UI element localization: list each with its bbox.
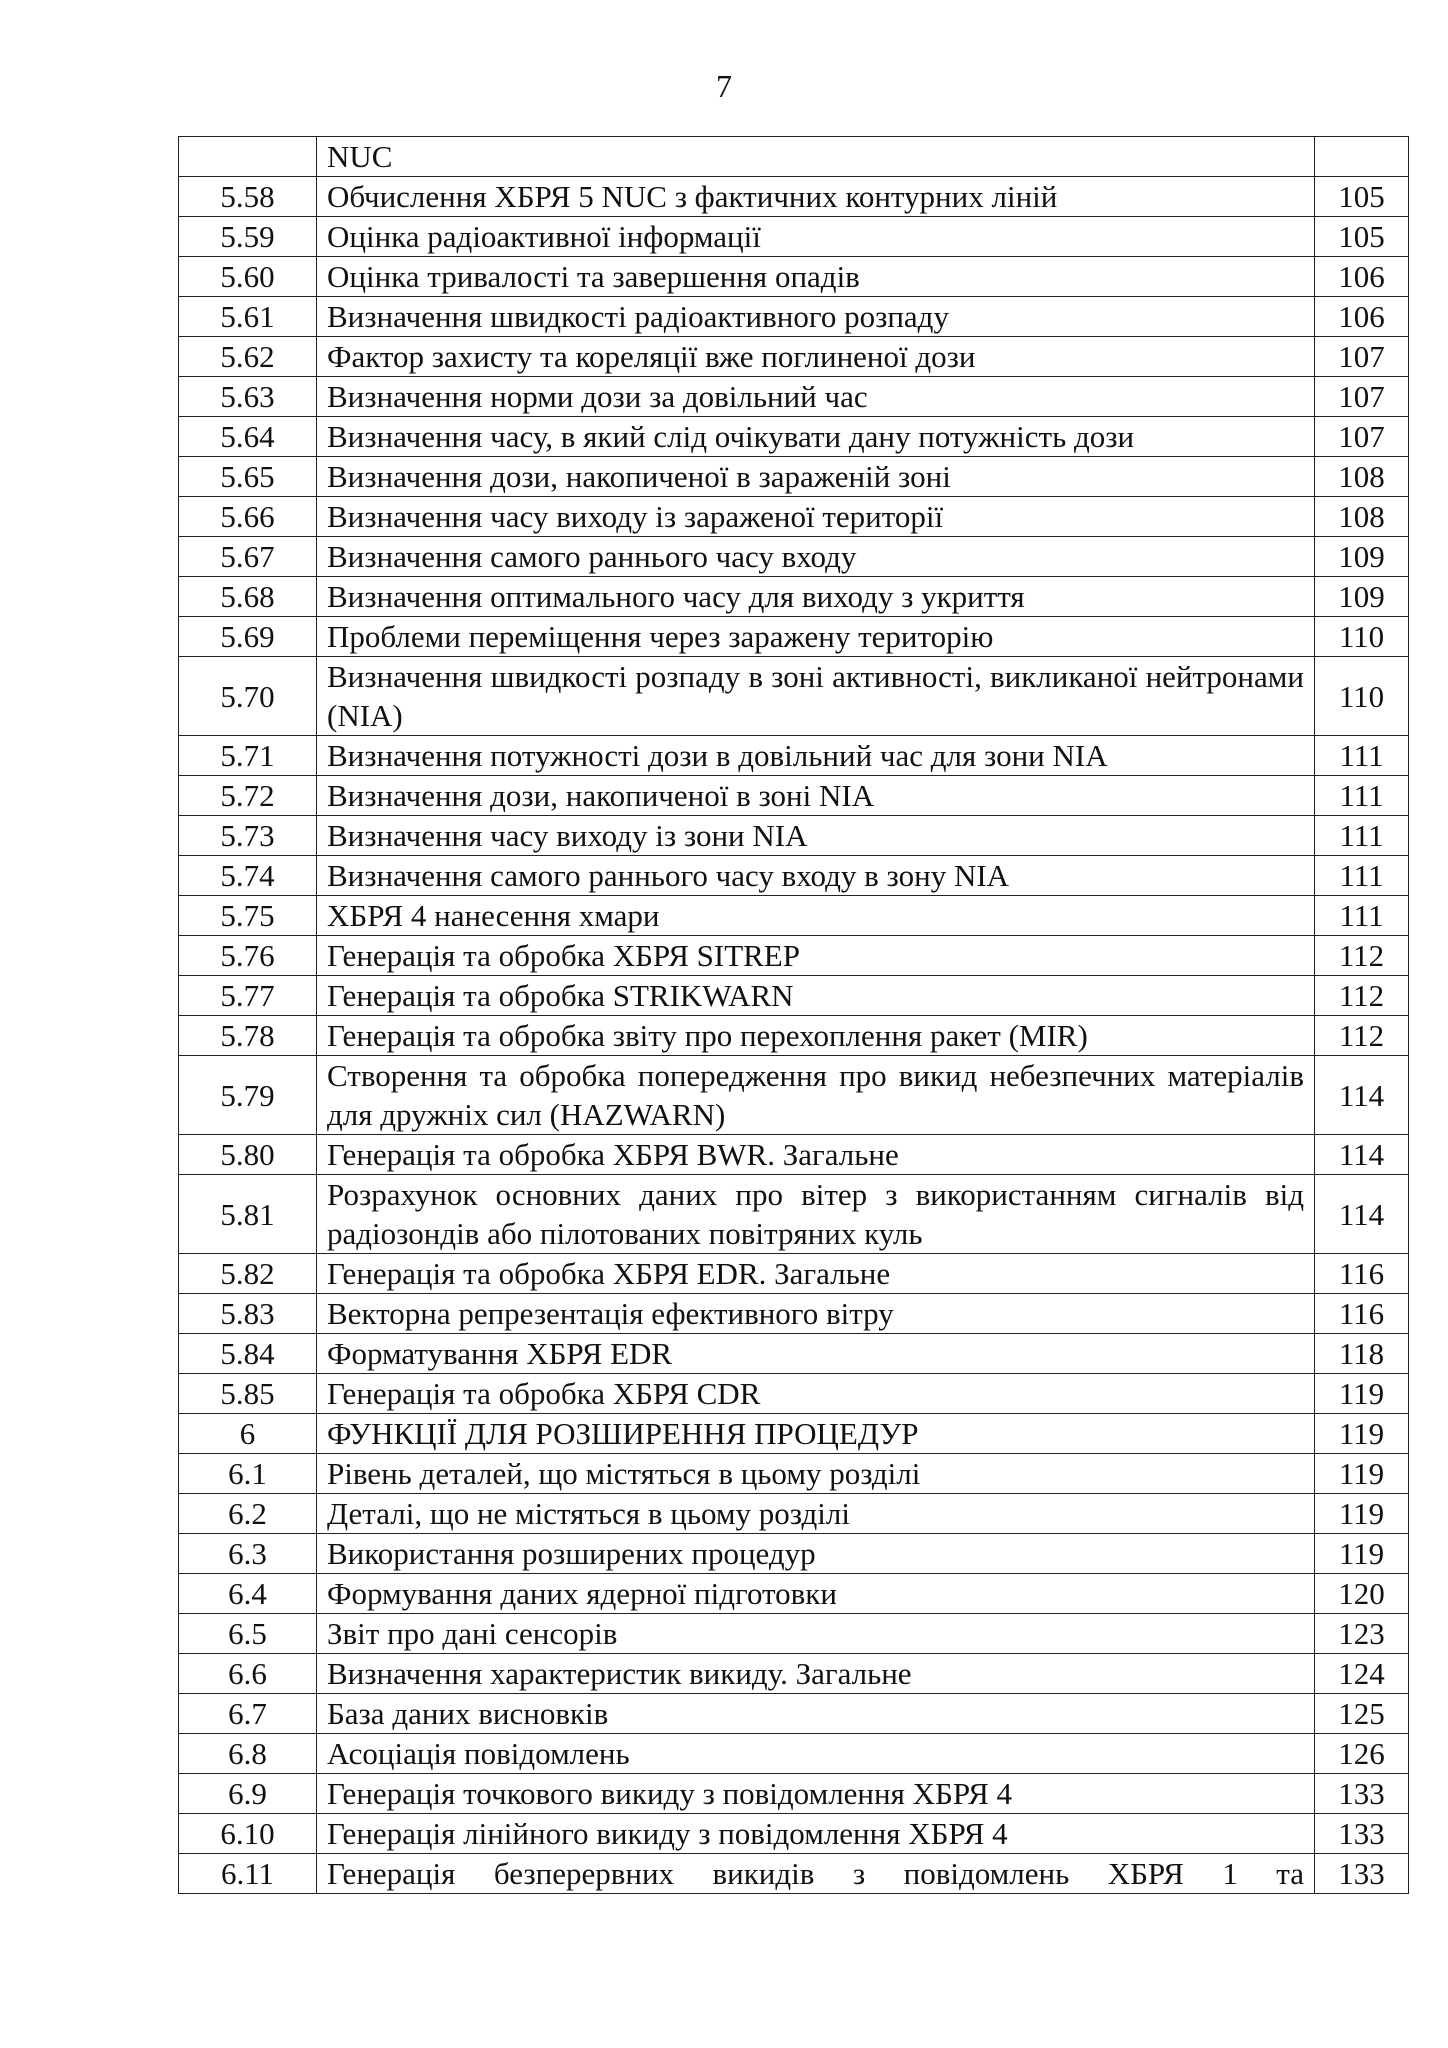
section-title: Асоціація повідомлень [317, 1734, 1315, 1774]
section-title: Генерація лінійного викиду з повідомлення ХБРЯ 4 [317, 1814, 1315, 1854]
table-row [179, 177, 1409, 217]
page-ref: 112 [1315, 976, 1409, 1016]
section-number [179, 137, 317, 177]
section-title: Генерація та обробка ХБРЯ BWR. Загальне [317, 1135, 1315, 1175]
page-ref: 110 [1315, 657, 1409, 736]
section-number: 5.64 [179, 417, 317, 457]
section-title: Створення та обробка попередження про викид небезпечних матеріалів для дружніх сил (HAZWARN) [317, 1056, 1315, 1135]
section-number: 6 [179, 1414, 317, 1454]
section-title: Визначення самого раннього часу входу [317, 537, 1315, 577]
section-number: 5.70 [179, 657, 317, 736]
section-number: 5.75 [179, 896, 317, 936]
section-title: Деталі, що не містяться в цьому розділі [317, 1494, 1315, 1534]
page-ref: 118 [1315, 1334, 1409, 1374]
section-title: ФУНКЦІЇ ДЛЯ РОЗШИРЕННЯ ПРОЦЕДУР [317, 1414, 1315, 1454]
section-number: 5.67 [179, 537, 317, 577]
section-number: 6.5 [179, 1614, 317, 1654]
table-row [179, 1175, 1409, 1254]
table-row [179, 1774, 1409, 1814]
page-ref: 105 [1315, 217, 1409, 257]
page-ref: 133 [1315, 1814, 1409, 1854]
table-row [179, 1814, 1409, 1854]
section-number: 5.84 [179, 1334, 317, 1374]
section-title: Використання розширених процедур [317, 1534, 1315, 1574]
section-title: Визначення швидкості розпаду в зоні активності, викликаної нейтронами (NIA) [317, 657, 1315, 736]
section-number: 6.7 [179, 1694, 317, 1734]
section-number: 5.69 [179, 617, 317, 657]
page-ref: 108 [1315, 497, 1409, 537]
section-title: Звіт про дані сенсорів [317, 1614, 1315, 1654]
section-title: ХБРЯ 4 нанесення хмари [317, 896, 1315, 936]
page-ref: 114 [1315, 1175, 1409, 1254]
table-row [179, 1654, 1409, 1694]
page-ref: 111 [1315, 896, 1409, 936]
table-row [179, 1056, 1409, 1135]
section-number: 5.61 [179, 297, 317, 337]
section-number: 6.8 [179, 1734, 317, 1774]
table-row [179, 856, 1409, 896]
page-ref: 116 [1315, 1254, 1409, 1294]
table-row [179, 377, 1409, 417]
table-row [179, 337, 1409, 377]
section-title: Визначення дози, накопиченої в зоні NIA [317, 776, 1315, 816]
section-number: 5.82 [179, 1254, 317, 1294]
page-ref: 110 [1315, 617, 1409, 657]
table-row [179, 1334, 1409, 1374]
section-number: 5.77 [179, 976, 317, 1016]
page-ref: 119 [1315, 1374, 1409, 1414]
table-row [179, 1534, 1409, 1574]
page-ref: 125 [1315, 1694, 1409, 1734]
section-number: 5.74 [179, 856, 317, 896]
table-row [179, 776, 1409, 816]
section-number: 6.1 [179, 1454, 317, 1494]
page-ref [1315, 137, 1409, 177]
section-number: 6.9 [179, 1774, 317, 1814]
section-number: 5.79 [179, 1056, 317, 1135]
section-title: Розрахунок основних даних про вітер з використанням сигналів від радіозондів або пілотованих повітряних куль [317, 1175, 1315, 1254]
page-ref: 114 [1315, 1135, 1409, 1175]
section-title: Генерація та обробка ХБРЯ SITREP [317, 936, 1315, 976]
page-ref: 107 [1315, 377, 1409, 417]
table-row [179, 257, 1409, 297]
table-row [179, 1414, 1409, 1454]
page-ref: 108 [1315, 457, 1409, 497]
page-ref: 124 [1315, 1654, 1409, 1694]
section-number: 5.59 [179, 217, 317, 257]
section-number: 6.11 [179, 1854, 317, 1894]
section-number: 5.72 [179, 776, 317, 816]
section-title: Генерація та обробка ХБРЯ EDR. Загальне [317, 1254, 1315, 1294]
section-number: 5.65 [179, 457, 317, 497]
page-ref: 126 [1315, 1734, 1409, 1774]
section-number: 5.58 [179, 177, 317, 217]
table-row [179, 1294, 1409, 1334]
section-number: 5.85 [179, 1374, 317, 1414]
page-ref: 106 [1315, 257, 1409, 297]
section-number: 5.81 [179, 1175, 317, 1254]
page-ref: 133 [1315, 1774, 1409, 1814]
table-row [179, 1694, 1409, 1734]
section-number: 5.76 [179, 936, 317, 976]
section-number: 5.73 [179, 816, 317, 856]
table-row [179, 1135, 1409, 1175]
section-title: Генерація безперервних викидів з повідомлень ХБРЯ 1 та [317, 1854, 1315, 1894]
table-row [179, 297, 1409, 337]
section-title: Визначення часу виходу із зони NIA [317, 816, 1315, 856]
section-number: 5.80 [179, 1135, 317, 1175]
table-row [179, 896, 1409, 936]
section-title: Генерація та обробка STRIKWARN [317, 976, 1315, 1016]
section-title: Формування даних ядерної підготовки [317, 1574, 1315, 1614]
page-ref: 106 [1315, 297, 1409, 337]
section-number: 6.3 [179, 1534, 317, 1574]
section-number: 6.10 [179, 1814, 317, 1854]
table-row [179, 457, 1409, 497]
table-row [179, 1254, 1409, 1294]
page-ref: 133 [1315, 1854, 1409, 1894]
table-row [179, 537, 1409, 577]
section-title: Визначення самого раннього часу входу в зону NIA [317, 856, 1315, 896]
page-ref: 116 [1315, 1294, 1409, 1334]
page-ref: 105 [1315, 177, 1409, 217]
table-row [179, 1574, 1409, 1614]
section-number: 6.6 [179, 1654, 317, 1694]
table-row [179, 137, 1409, 177]
page-ref: 111 [1315, 816, 1409, 856]
page-ref: 107 [1315, 337, 1409, 377]
page-ref: 114 [1315, 1056, 1409, 1135]
page-ref: 112 [1315, 936, 1409, 976]
section-title: Визначення оптимального часу для виходу з укриття [317, 577, 1315, 617]
page-number: 7 [716, 68, 732, 104]
table-row [179, 1854, 1409, 1894]
section-title: NUC [317, 137, 1315, 177]
section-number: 5.83 [179, 1294, 317, 1334]
section-title: Генерація точкового викиду з повідомлення ХБРЯ 4 [317, 1774, 1315, 1814]
table-row [179, 1734, 1409, 1774]
table-row [179, 617, 1409, 657]
page-ref: 119 [1315, 1534, 1409, 1574]
section-number: 6.2 [179, 1494, 317, 1534]
table-row [179, 1016, 1409, 1056]
section-title: Проблеми переміщення через заражену територію [317, 617, 1315, 657]
toc-body [179, 137, 1409, 1894]
page-ref: 109 [1315, 577, 1409, 617]
table-row [179, 976, 1409, 1016]
table-row [179, 417, 1409, 457]
section-number: 5.62 [179, 337, 317, 377]
section-number: 5.78 [179, 1016, 317, 1056]
page-ref: 111 [1315, 776, 1409, 816]
page-ref: 119 [1315, 1414, 1409, 1454]
section-title: Генерація та обробка звіту про перехоплення ракет (MIR) [317, 1016, 1315, 1056]
section-title: Оцінка радіоактивної інформації [317, 217, 1315, 257]
page-ref: 119 [1315, 1454, 1409, 1494]
section-title: Визначення дози, накопиченої в зараженій зоні [317, 457, 1315, 497]
page-ref: 112 [1315, 1016, 1409, 1056]
section-title: База даних висновків [317, 1694, 1315, 1734]
table-row [179, 1494, 1409, 1534]
table-row [179, 497, 1409, 537]
section-title: Визначення характеристик викиду. Загальне [317, 1654, 1315, 1694]
section-title: Рівень деталей, що містяться в цьому розділі [317, 1454, 1315, 1494]
section-title: Визначення часу виходу із зараженої території [317, 497, 1315, 537]
table-row [179, 936, 1409, 976]
section-number: 5.66 [179, 497, 317, 537]
page-ref: 123 [1315, 1614, 1409, 1654]
section-title: Обчислення ХБРЯ 5 NUC з фактичних контурних ліній [317, 177, 1315, 217]
page-ref: 111 [1315, 856, 1409, 896]
table-row [179, 1374, 1409, 1414]
table-row [179, 657, 1409, 736]
section-title: Визначення швидкості радіоактивного розпаду [317, 297, 1315, 337]
table-row [179, 1614, 1409, 1654]
section-number: 6.4 [179, 1574, 317, 1614]
page-ref: 120 [1315, 1574, 1409, 1614]
table-row [179, 577, 1409, 617]
section-number: 5.60 [179, 257, 317, 297]
table-of-contents [178, 136, 1409, 1894]
table-row [179, 736, 1409, 776]
section-number: 5.63 [179, 377, 317, 417]
section-number: 5.71 [179, 736, 317, 776]
page-ref: 111 [1315, 736, 1409, 776]
table-row [179, 1454, 1409, 1494]
section-title: Фактор захисту та кореляції вже поглиненої дози [317, 337, 1315, 377]
section-title: Форматування ХБРЯ EDR [317, 1334, 1315, 1374]
section-title: Оцінка тривалості та завершення опадів [317, 257, 1315, 297]
section-title: Визначення потужності дози в довільний час для зони NIA [317, 736, 1315, 776]
section-title: Визначення норми дози за довільний час [317, 377, 1315, 417]
table-row [179, 816, 1409, 856]
table-row [179, 217, 1409, 257]
page-ref: 107 [1315, 417, 1409, 457]
page-ref: 109 [1315, 537, 1409, 577]
section-title: Векторна репрезентація ефективного вітру [317, 1294, 1315, 1334]
section-title: Генерація та обробка ХБРЯ CDR [317, 1374, 1315, 1414]
page-ref: 119 [1315, 1494, 1409, 1534]
section-number: 5.68 [179, 577, 317, 617]
section-title: Визначення часу, в який слід очікувати дану потужність дози [317, 417, 1315, 457]
